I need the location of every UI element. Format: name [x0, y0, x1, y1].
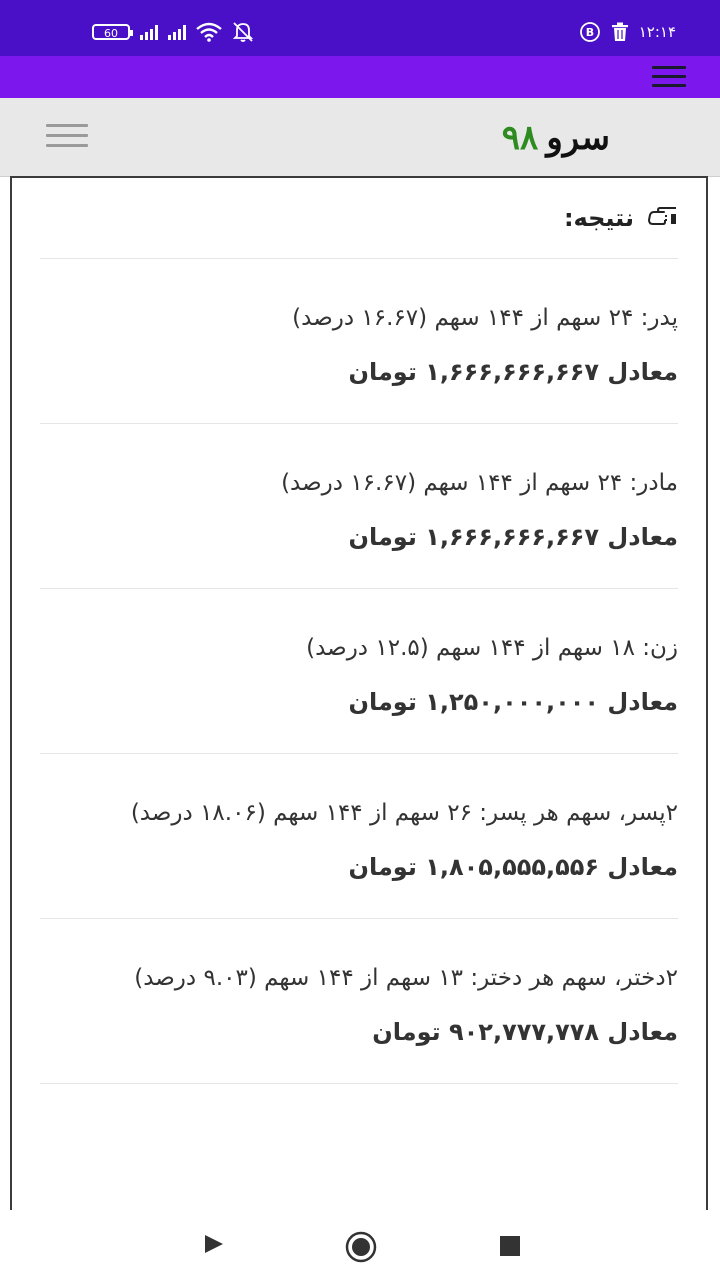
heir-row-daughters — [40, 919, 678, 1084]
heir-amount: معادل ۱,۲۵۰,۰۰۰,۰۰۰ تومان — [348, 688, 678, 716]
trash-icon — [611, 22, 629, 42]
bell-off-icon — [232, 21, 254, 43]
system-nav-bar — [0, 1210, 720, 1280]
result-title — [40, 178, 678, 259]
status-right-icons — [579, 20, 676, 44]
status-left-icons — [92, 20, 254, 44]
app-bar — [0, 56, 720, 98]
signal-icon — [140, 24, 158, 40]
heir-row-sons — [40, 754, 678, 919]
logo-word-98: ۹۸ — [501, 118, 539, 158]
status-bar — [0, 0, 720, 56]
heir-share: مادر: ۲۴ سهم از ۱۴۴ سهم (۱۶.۶۷ درصد) — [281, 470, 678, 496]
heir-amount: معادل ۱,۶۶۶,۶۶۶,۶۶۷ تومان — [348, 523, 678, 551]
status-time: ۱۲:۱۴ — [638, 23, 676, 41]
hand-point-icon — [646, 202, 678, 234]
heir-share: زن: ۱۸ سهم از ۱۴۴ سهم (۱۲.۵ درصد) — [306, 635, 678, 661]
back-icon[interactable] — [202, 1232, 226, 1260]
site-header — [0, 98, 720, 177]
heir-amount: معادل ۹۰۲,۷۷۷,۷۷۸ تومان — [372, 1018, 678, 1046]
logo-word-sarv: سرو — [546, 118, 610, 158]
heir-row-wife — [40, 589, 678, 754]
home-icon[interactable] — [344, 1230, 378, 1268]
recents-icon[interactable] — [498, 1234, 522, 1262]
battery-icon: 60 — [92, 24, 130, 40]
svg-text:B: B — [585, 26, 594, 39]
header-menu-icon[interactable] — [46, 124, 88, 148]
heir-share: ۲پسر، سهم هر پسر: ۲۶ سهم از ۱۴۴ سهم (۱۸.۰۶ درصد) — [130, 800, 678, 826]
site-logo[interactable] — [502, 116, 610, 160]
result-panel — [40, 178, 678, 1084]
heir-row-mother — [40, 424, 678, 589]
signal-icon — [168, 24, 186, 40]
result-title-text: نتیجه: — [563, 204, 634, 232]
menu-icon[interactable] — [652, 66, 686, 88]
heir-amount: معادل ۱,۸۰۵,۵۵۵,۵۵۶ تومان — [348, 853, 678, 881]
heir-row-father — [40, 259, 678, 424]
wifi-icon — [196, 22, 222, 42]
b-badge-icon — [579, 21, 601, 43]
heir-share: ۲دختر، سهم هر دختر: ۱۳ سهم از ۱۴۴ سهم (۹.۰۳ درصد) — [134, 965, 678, 991]
heir-amount: معادل ۱,۶۶۶,۶۶۶,۶۶۷ تومان — [348, 358, 678, 386]
heir-share: پدر: ۲۴ سهم از ۱۴۴ سهم (۱۶.۶۷ درصد) — [292, 305, 678, 331]
content-frame — [10, 176, 708, 1216]
